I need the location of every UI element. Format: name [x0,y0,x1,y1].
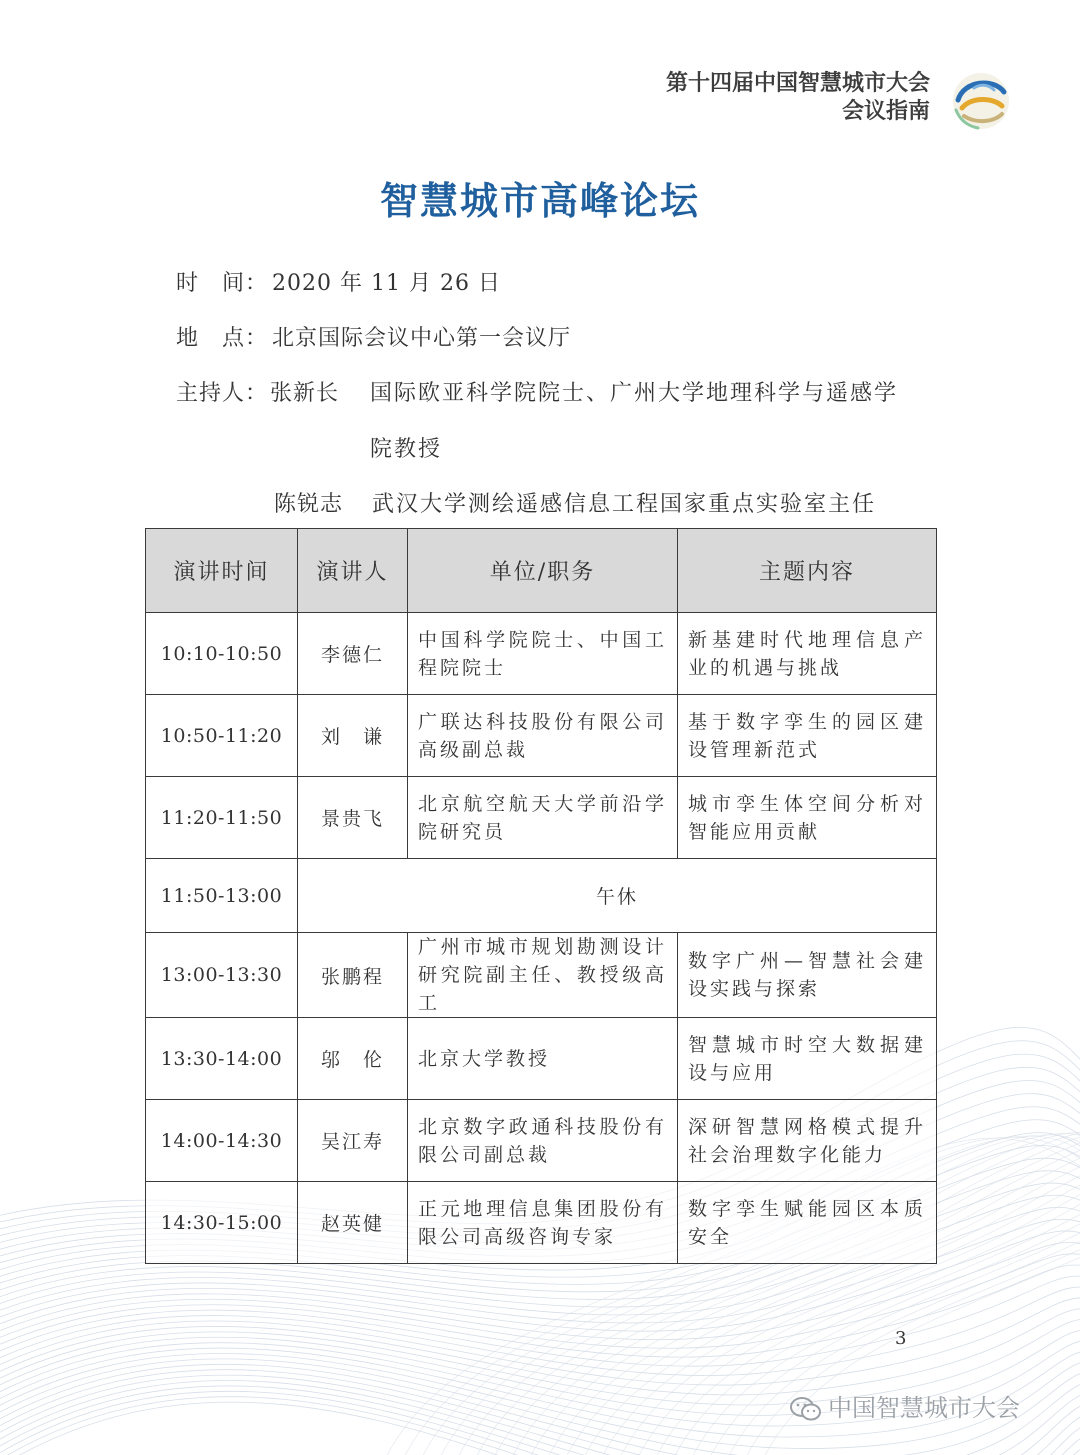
talk-time: 13:30-14:00 [146,1018,298,1100]
talk-topic: 智慧城市时空大数据建设与应用 [678,1018,937,1100]
conference-logo-icon [950,70,1012,132]
speaker-name: 赵英健 [298,1182,408,1264]
speaker-affiliation: 北京大学教授 [408,1018,678,1100]
speaker-affiliation: 正元地理信息集团股份有限公司高级咨询专家 [408,1182,678,1264]
speaker-affiliation: 北京航空航天大学前沿学院研究员 [408,777,678,859]
talk-time: 13:00-13:30 [146,933,298,1018]
speaker-name: 李德仁 [298,613,408,695]
lunch-break: 午休 [298,859,937,933]
conference-header [666,70,930,126]
talk-time: 10:10-10:50 [146,613,298,695]
column-header: 演讲时间 [146,529,298,613]
table-row-break [146,859,937,933]
talk-topic: 数字孪生赋能园区本质安全 [678,1182,937,1264]
guide-label: 会议指南 [841,99,930,124]
table-row [146,1018,937,1100]
page-title: 智慧城市高峰论坛 [379,179,700,223]
table-row [146,695,937,777]
talk-time: 11:20-11:50 [146,777,298,859]
host-label: 主持人： [176,381,269,406]
column-header: 演讲人 [298,529,408,613]
table-row [146,1182,937,1264]
host-name: 陈锐志 [274,492,344,517]
speaker-name: 吴江寿 [298,1100,408,1182]
place-row [176,321,571,352]
page-number: 3 [895,1328,907,1349]
talk-topic: 城市孪生体空间分析对智能应用贡献 [678,777,937,859]
watermark-text: 中国智慧城市大会 [828,1394,1020,1422]
place-label: 地 点： [176,326,269,351]
wechat-watermark [790,1388,1020,1423]
talk-topic: 深研智慧网格模式提升社会治理数字化能力 [678,1100,937,1182]
talk-time: 11:50-13:00 [146,859,298,933]
talk-time: 14:00-14:30 [146,1100,298,1182]
speaker-affiliation: 北京数字政通科技股份有限公司副总裁 [408,1100,678,1182]
time-label: 时 间： [176,271,269,296]
talk-time: 10:50-11:20 [146,695,298,777]
table-row [146,613,937,695]
host-description: 国际欧亚科学院院士、广州大学地理科学与遥感学 [370,381,899,406]
wechat-icon [790,1396,822,1422]
schedule-table [145,528,937,1264]
host-description: 武汉大学测绘遥感信息工程国家重点实验室主任 [372,492,877,517]
column-header: 单位/职务 [408,529,678,613]
table-row [146,777,937,859]
speaker-affiliation: 中国科学院院士、中国工程院院士 [408,613,678,695]
speaker-name: 张鹏程 [298,933,408,1018]
host-description: 院教授 [370,437,443,462]
speaker-affiliation: 广联达科技股份有限公司高级副总裁 [408,695,678,777]
speaker-name: 邬 伦 [298,1018,408,1100]
table-row [146,1100,937,1182]
table-row [146,933,937,1018]
talk-time: 14:30-15:00 [146,1182,298,1264]
speaker-name: 刘 谦 [298,695,408,777]
time-value: 2020 年 11 月 26 日 [272,271,501,296]
talk-topic: 基于数字孪生的园区建设管理新范式 [678,695,937,777]
table-header-row [146,529,937,613]
column-header: 主题内容 [678,529,937,613]
conference-name: 第十四届中国智慧城市大会 [665,71,930,96]
host-name: 张新长 [270,381,340,406]
talk-topic: 新基建时代地理信息产业的机遇与挑战 [678,613,937,695]
speaker-name: 景贵飞 [298,777,408,859]
speaker-affiliation: 广州市城市规划勘测设计研究院副主任、教授级高工 [408,933,678,1018]
place-value: 北京国际会议中心第一会议厅 [272,326,572,351]
talk-topic: 数字广州—智慧社会建设实践与探索 [678,933,937,1018]
time-row [176,266,501,297]
host-row [176,376,272,407]
